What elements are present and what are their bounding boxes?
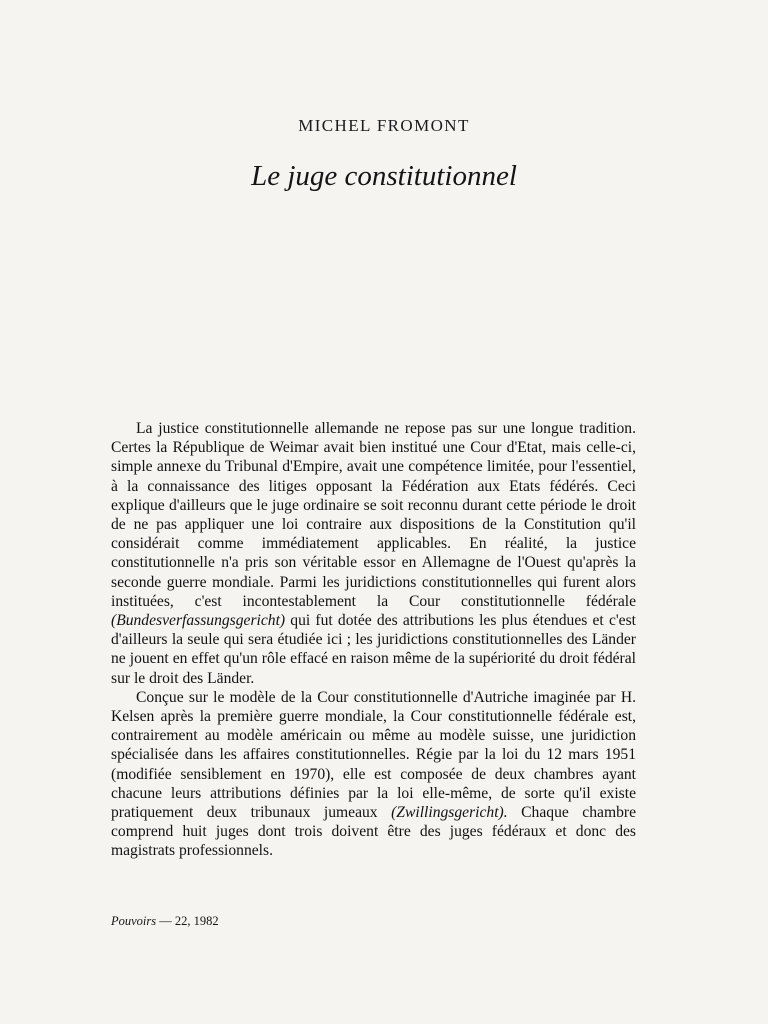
paragraph-2-italic-term: (Zwillingsgericht). [391,804,508,822]
journal-name: Pouvoirs [111,914,157,928]
article-title: Le juge constitutionnel [251,160,517,192]
paragraph-1-text-1: La justice constitutionnelle allemande ne repose pas sur une longue tradition. Certes la République de Weimar avait bien institué une Cour d'Etat, mais celle-ci, simple annexe du Tribunal d'Empire, avait une compétence limitée, pour l'essentiel, à la connaissance des litiges opposant la Fédération aux Etats fédérés. Ceci explique d'ailleurs que le juge ordinaire se soit reconnu durant cette période le droit de ne pas appliquer une loi contraire aux dispositions de la Constitution qu'il considérait comme immédiatement applicables. En réalité, la justice constitutionnelle n'a pris son véritable essor en Allemagne de l'Ouest qu'après la seconde guerre mondiale. Parmi les juridictions constitutionnelles qui furent alors instituées, c'est incontestablement la Cour constitutionnelle fédérale [111,420,636,610]
paragraph-1 [111,419,636,688]
author-name: MICHEL FROMONT [298,116,470,135]
paragraph-2-text-2: Chaque chambre comprend huit juges dont trois doivent être des juges fédéraux et donc des magistrats professionnels. [111,804,636,860]
paragraph-1-italic-term: (Bundesverfassungsgericht) [111,612,286,630]
paragraph-2-text-1: Conçue sur le modèle de la Cour constitutionnelle d'Autriche imaginée par H. Kelsen après la première guerre mondiale, la Cour constitutionnelle fédérale est, contrairement au modèle américain ou même au modèle suisse, une juridiction spécialisée dans les affaires constitutionnelles. Régie par la loi du 12 mars 1951 (modifiée sensiblement en 1970), elle est composée de deux chambres ayant chacune leurs attributions définies par la loi elle-même, de sorte qu'il existe pratiquement deux tribunaux jumeaux [111,688,636,822]
footer-citation [111,914,219,929]
paragraph-2 [111,688,636,861]
paragraph-1-text-2: qui fut dotée des attributions les plus étendues et c'est d'ailleurs la seule qui sera étudiée ici ; les juridictions constitutionnelles des Länder ne jouent en effet qu'un rôle effacé en raison même de la supériorité du droit fédéral sur le droit des Länder. [111,612,636,687]
issue-info: — 22, 1982 [159,914,219,928]
article-body [111,419,636,861]
